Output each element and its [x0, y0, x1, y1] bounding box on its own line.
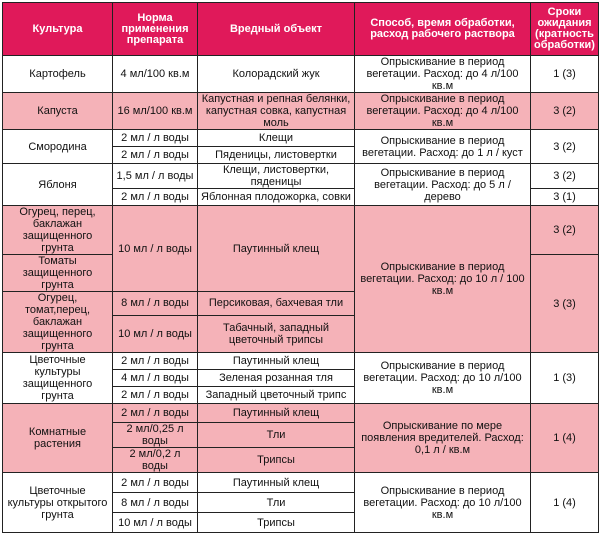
pest-cell: Пядeницы, листовертки: [198, 147, 355, 164]
norm-cell: 2 мл / л воды: [113, 353, 198, 370]
norm-cell: 2 мл/0,2 л воды: [113, 448, 198, 473]
pest-cell: Паутинный клещ: [198, 206, 355, 292]
table-row: [3, 56, 599, 93]
table-row: [3, 130, 599, 147]
pest-cell: Паутинный клещ: [198, 353, 355, 370]
pest-cell: Клещи, листовертки, пяденицы: [198, 164, 355, 189]
table-row: [3, 93, 599, 130]
culture-cell: Яблоня: [3, 164, 113, 206]
method-cell: Опрыскивание в период вегетации. Расход: до 10 л/100 кв.м: [355, 353, 531, 404]
waiting-cell: 3 (1): [531, 189, 599, 206]
pest-cell: Зеленая розанная тля: [198, 370, 355, 387]
norm-cell: 2 мл / л воды: [113, 473, 198, 493]
pesticide-table: [2, 2, 599, 533]
norm-cell: 10 мл / л воды: [113, 315, 198, 352]
culture-cell: Цветочные культуры открытого грунта: [3, 473, 113, 533]
pest-cell: Клещи: [198, 130, 355, 147]
norm-cell: 1,5 мл / л воды: [113, 164, 198, 189]
method-cell: Опрыскивание в период вегетации. Расход: до 4 л/100 кв.м: [355, 56, 531, 93]
pest-cell: Капустная и репная белянки, капустная совка, капустная моль: [198, 93, 355, 130]
pest-cell: Тли: [198, 423, 355, 448]
culture-cell: Смородина: [3, 130, 113, 164]
norm-cell: 10 мл / л воды: [113, 206, 198, 292]
waiting-cell: 1 (3): [531, 353, 599, 404]
waiting-cell: 3 (2): [531, 130, 599, 164]
norm-cell: 2 мл / л воды: [113, 130, 198, 147]
norm-cell: 10 мл / л воды: [113, 513, 198, 533]
method-cell: Опрыскивание по мере появления вредителей. Расход: 0,1 л / кв.м: [355, 404, 531, 473]
header-waiting: Сроки ожидания (кратность обработки): [531, 3, 599, 56]
pest-cell: Западный цветочный трипс: [198, 387, 355, 404]
pest-cell: Персиковая, бахчевая тли: [198, 292, 355, 316]
waiting-cell: 1 (4): [531, 473, 599, 533]
pest-cell: Табачный, западный цветочный трипсы: [198, 315, 355, 352]
norm-cell: 4 мл / л воды: [113, 370, 198, 387]
waiting-cell: 3 (2): [531, 93, 599, 130]
table-row: [3, 473, 599, 493]
norm-cell: 2 мл / л воды: [113, 189, 198, 206]
header-method: Способ, время обработки, расход рабочего раствора: [355, 3, 531, 56]
norm-cell: 2 мл/0,25 л воды: [113, 423, 198, 448]
waiting-cell: 3 (2): [531, 164, 599, 189]
header-pest: Вредный объект: [198, 3, 355, 56]
culture-cell: Огурец, томат,перец, баклажан защищенного грунта: [3, 292, 113, 353]
pest-cell: Паутинный клещ: [198, 404, 355, 423]
header-culture: Культура: [3, 3, 113, 56]
norm-cell: 2 мл / л воды: [113, 404, 198, 423]
culture-cell: Картофель: [3, 56, 113, 93]
norm-cell: 8 мл / л воды: [113, 292, 198, 316]
waiting-cell: 1 (4): [531, 404, 599, 473]
pest-cell: Яблонная плодожорка, совки: [198, 189, 355, 206]
method-cell: Опрыскивание в период вегетации. Расход: до 10 л / 100 кв.м: [355, 206, 531, 353]
culture-cell: Комнатные растения: [3, 404, 113, 473]
waiting-cell: 3 (3): [531, 255, 599, 353]
pest-cell: Трипсы: [198, 448, 355, 473]
table-row: [3, 404, 599, 423]
waiting-cell: 3 (2): [531, 206, 599, 255]
norm-cell: 2 мл / л воды: [113, 387, 198, 404]
norm-cell: 8 мл / л воды: [113, 493, 198, 513]
culture-cell: Цветочные культуры защищенного грунта: [3, 353, 113, 404]
header-row: [3, 3, 599, 56]
header-norm: Норма применения препарата: [113, 3, 198, 56]
waiting-cell: 1 (3): [531, 56, 599, 93]
table-row: [3, 164, 599, 189]
table-row: [3, 206, 599, 255]
culture-cell: Капуста: [3, 93, 113, 130]
norm-cell: 2 мл / л воды: [113, 147, 198, 164]
culture-cell: Огурец, перец, баклажан защищенного грунта: [3, 206, 113, 255]
method-cell: Опрыскивание в период вегетации. Расход: до 5 л / дерево: [355, 164, 531, 206]
pest-cell: Паутинный клещ: [198, 473, 355, 493]
pest-cell: Колорадский жук: [198, 56, 355, 93]
method-cell: Опрыскивание в период вегетации. Расход: до 10 л/100 кв.м: [355, 473, 531, 533]
method-cell: Опрыскивание в период вегетации. Расход: до 1 л / куст: [355, 130, 531, 164]
table-row: [3, 353, 599, 370]
norm-cell: 4 мл/100 кв.м: [113, 56, 198, 93]
pest-cell: Тли: [198, 493, 355, 513]
pest-cell: Трипсы: [198, 513, 355, 533]
norm-cell: 16 мл/100 кв.м: [113, 93, 198, 130]
method-cell: Опрыскивание в период вегетации. Расход: до 4 л/100 кв.м: [355, 93, 531, 130]
culture-cell: Томаты защищенного грунта: [3, 255, 113, 292]
